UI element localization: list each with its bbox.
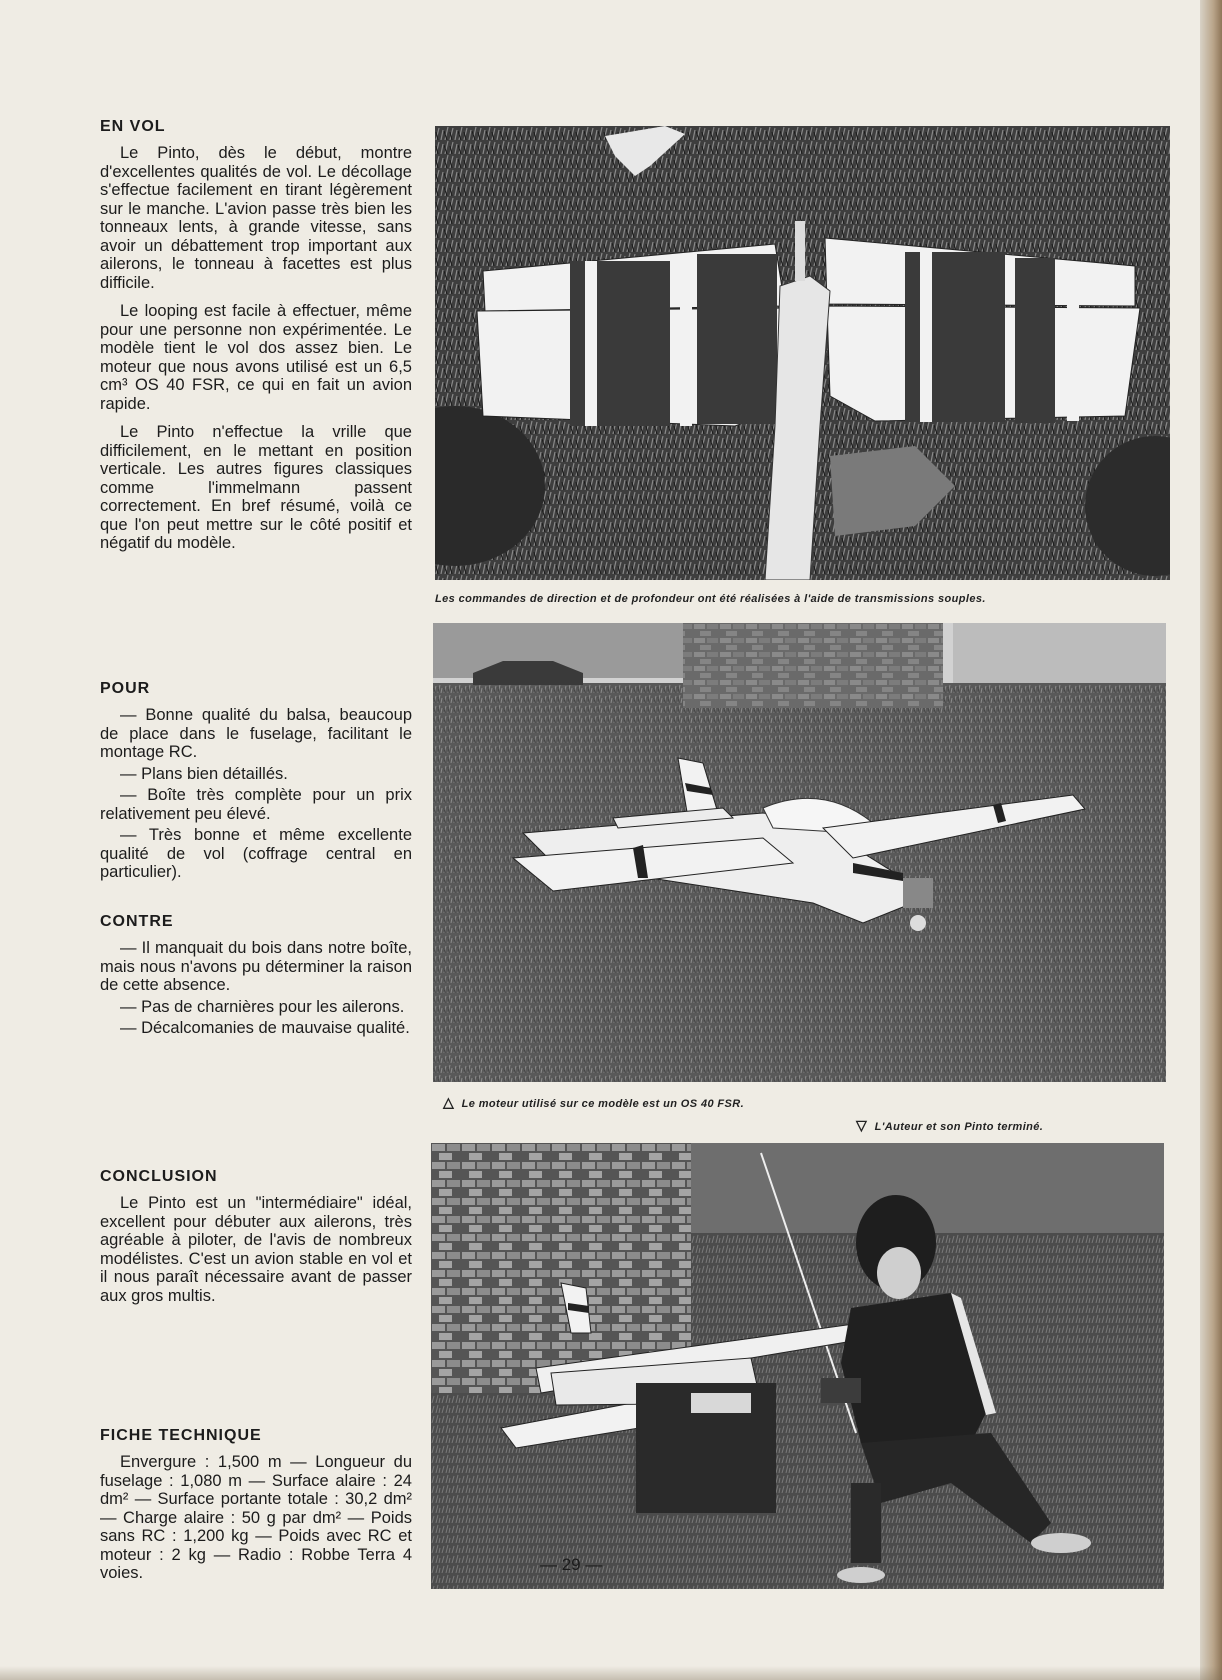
paragraph: Le Pinto est un "intermédiaire" idéal, excellent pour débuter aux ailerons, très agréable à piloter, de l'avis de nombreux modélistes. C'est un avion stable en vol et il nous paraît nécessaire avant de passer aux gros multis. bbox=[100, 1194, 412, 1305]
section-pour bbox=[100, 680, 412, 885]
section-contre bbox=[100, 913, 412, 1041]
caption-photo-3-text: L'Auteur et son Pinto terminé. bbox=[874, 1121, 1044, 1133]
section-conclusion bbox=[100, 1168, 412, 1315]
heading-fiche-technique: FICHE TECHNIQUE bbox=[100, 1427, 262, 1444]
triangle-up-icon: △ bbox=[443, 1094, 455, 1110]
caption-photo-3 bbox=[856, 1117, 1043, 1134]
heading-pour: POUR bbox=[100, 680, 151, 697]
caption-photo-1: Les commandes de direction et de profondeur ont été réalisées à l'aide de transmissions souples. bbox=[435, 593, 986, 605]
photo-wing-top-view bbox=[435, 126, 1170, 580]
list-item: — Bonne qualité du balsa, beaucoup de place dans le fuselage, facilitant le montage RC. bbox=[100, 706, 412, 761]
heading-contre: CONTRE bbox=[100, 913, 174, 930]
caption-photo-2-text: Le moteur utilisé sur ce modèle est un OS 40 FSR. bbox=[461, 1098, 745, 1110]
photo-plane-on-grass bbox=[433, 623, 1166, 1082]
caption-photo-2 bbox=[443, 1094, 744, 1111]
paragraph: Le Pinto, dès le début, montre d'excellentes qualités de vol. Le décollage s'effectue facilement en tirant légèrement sur le manche. L'avion passe très bien les tonneaux lents, à grande vitesse, sans avoir un débattement trop important aux ailerons, le tonneau à facettes est plus difficile. bbox=[100, 144, 412, 292]
list-item: — Plans bien détaillés. bbox=[120, 764, 288, 783]
list-item: — Décalcomanies de mauvaise qualité. bbox=[120, 1019, 410, 1037]
section-fiche-technique bbox=[100, 1427, 412, 1593]
page-bottom-shadow bbox=[0, 1666, 1222, 1680]
photo-author-with-plane bbox=[431, 1143, 1164, 1589]
list-item: — Boîte très complète pour un prix relativement peu élevé. bbox=[100, 786, 412, 823]
list-item: — Pas de charnières pour les ailerons. bbox=[120, 997, 405, 1016]
paragraph: Le looping est facile à effectuer, même pour une personne non expérimentée. Le modèle tient le vol dos assez bien. Le moteur que nous avons utilisé est un 6,5 cm³ OS 40 FSR, ce qui en fait un avion rapide. bbox=[100, 302, 412, 413]
paragraph: Envergure : 1,500 m — Longueur du fuselage : 1,080 m — Surface alaire : 24 dm² — Surface portante totale : 30,2 dm² — Charge alaire : 50 g par dm² — Poids sans RC : 1,200 kg — Poids avec RC et moteur : 2 kg — Radio : Robbe Terra 4 voies. bbox=[100, 1453, 412, 1582]
paragraph: Le Pinto n'effectue la vrille que difficilement, en le mettant en position verticale. Les autres figures classiques comme l'immelmann passent correctement. En bref résumé, voilà ce que l'on peut mettre sur le côté positif et négatif du modèle. bbox=[100, 423, 412, 552]
triangle-down-icon: ▽ bbox=[856, 1117, 868, 1133]
heading-conclusion: CONCLUSION bbox=[100, 1168, 218, 1185]
section-en-vol bbox=[100, 118, 412, 563]
list-item: — Il manquait du bois dans notre boîte, mais nous n'avons pu déterminer la raison de cette absence. bbox=[100, 939, 412, 994]
list-item: — Très bonne et même excellente qualité de vol (coffrage central en particulier). bbox=[100, 826, 412, 881]
page-edge bbox=[1200, 0, 1222, 1680]
heading-en-vol: EN VOL bbox=[100, 118, 166, 135]
page-number: — 29 — bbox=[540, 1555, 603, 1574]
